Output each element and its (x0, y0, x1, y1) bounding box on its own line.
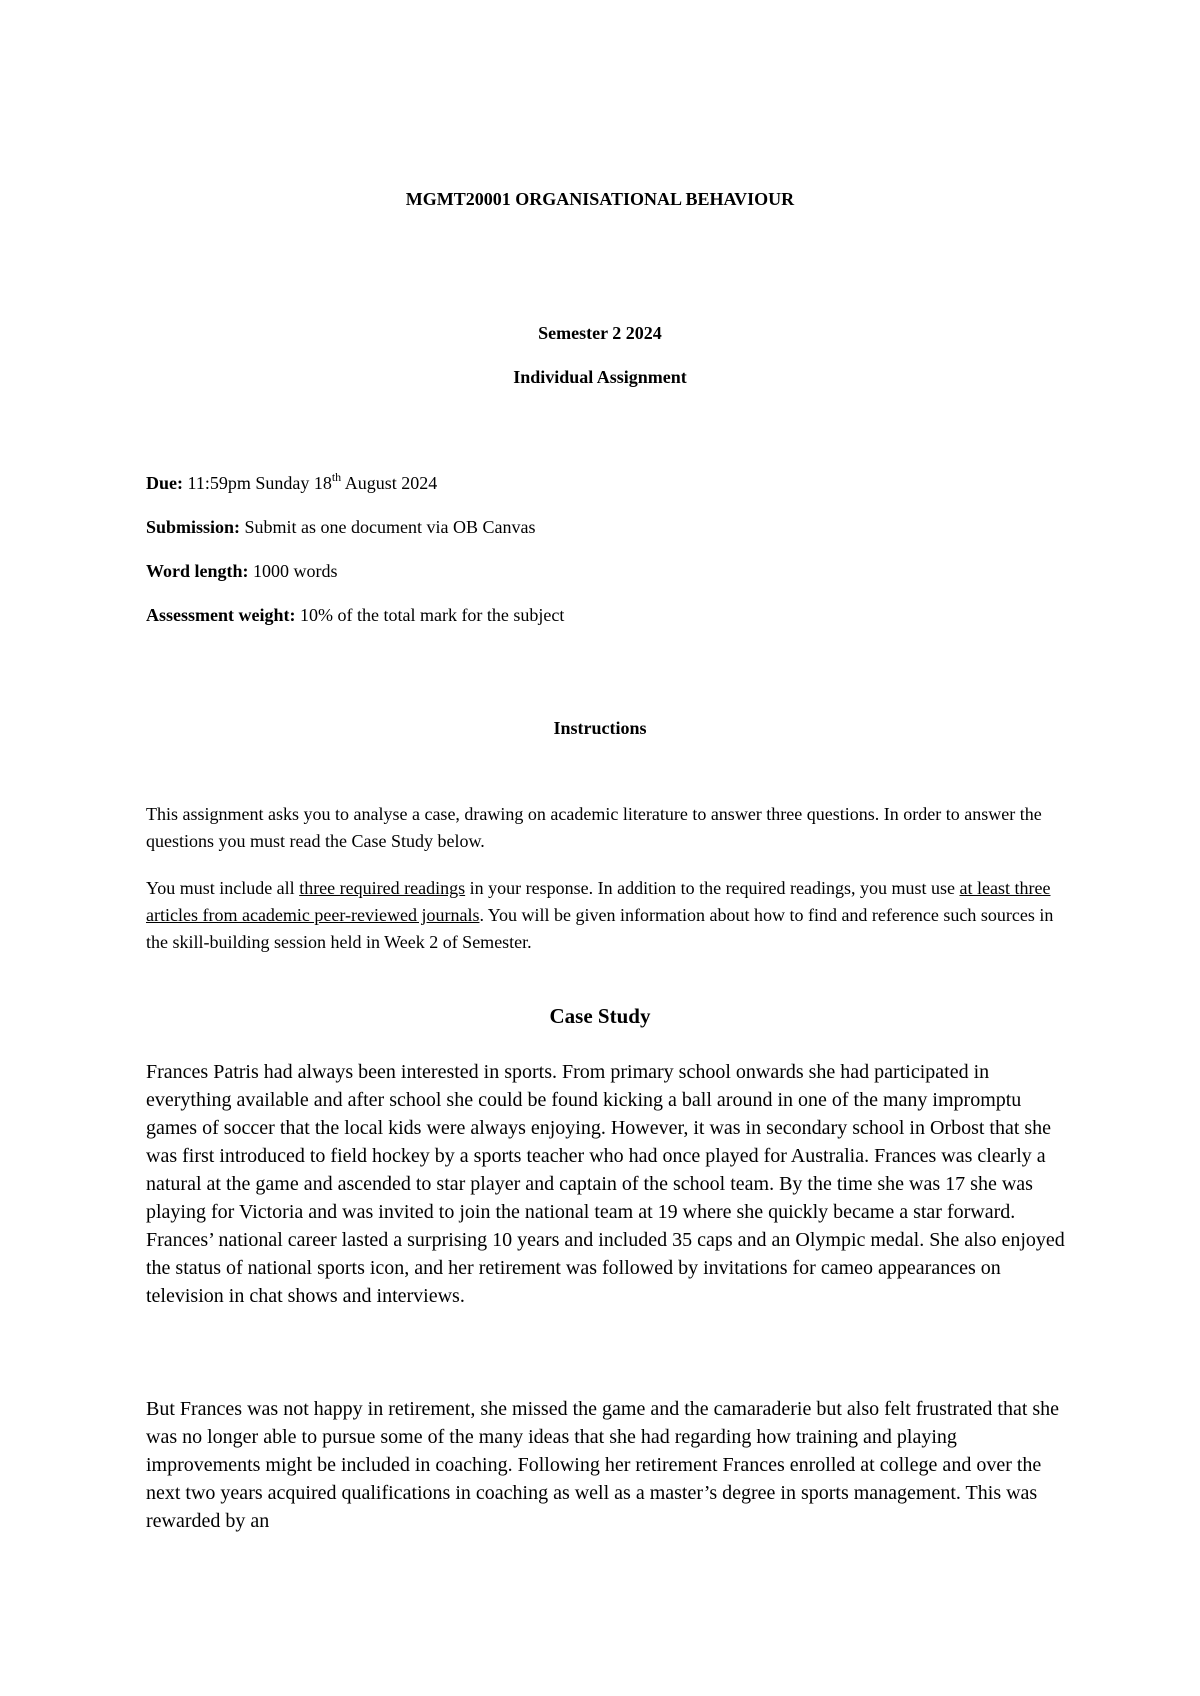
due-label: Due: (146, 473, 183, 493)
instructions-paragraph-2 (146, 875, 1066, 956)
semester-label: Semester 2 2024 (538, 323, 662, 343)
peer-reviewed-underline: at least three articles from academic peer-reviewed journals (146, 878, 1051, 925)
instructions-paragraph-1: This assignment asks you to analyse a case, drawing on academic literature to answer three questions. In order to answer the questions you must read the Case Study below. (146, 804, 1042, 851)
word-length-line (146, 561, 338, 582)
instructions-p2-text-a: You must include all (146, 878, 300, 898)
assignment-type: Individual Assignment (513, 367, 687, 387)
case-study-paragraph-2: But Frances was not happy in retirement, she missed the game and the camaraderie but also felt frustrated that she was no longer able to pursue some of the many ideas that she had regarding how training and playing improvements might be included in coaching. Following her retirement Frances enrolled at college and over the next two years acquired qualifications in coaching as well as a master’s degree in sports management. This was rewarded by an (146, 1398, 1060, 1532)
course-title: MGMT20001 ORGANISATIONAL BEHAVIOUR (405, 189, 795, 209)
case-study-paragraph-1: Frances Patris had always been interested in sports. From primary school onwards she had participated in everything available and after school she could be found kicking a ball around in one of the many impromptu games of soccer that the local kids were always enjoying. However, it was in secondary school in Orbost that she was first introduced to field hockey by a sports teacher who had once played for Australia. Frances was clearly a natural at the game and ascended to star player and captain of the school team. By the time she was 17 she was playing for Victoria and was invited to join the national team at 19 where she quickly became a star forward. Frances’ national career lasted a surprising 10 years and included 35 caps and an Olympic medal. She also enjoyed the status of national sports icon, and her retirement was followed by invitations for cameo appearances on television in chat shows and interviews. (146, 1061, 1065, 1307)
word-length-value: 1000 words (248, 561, 338, 581)
due-line (146, 470, 438, 494)
required-readings-underline: three required readings (299, 878, 466, 898)
assessment-weight-line (146, 605, 564, 626)
submission-label: Submission: (146, 517, 241, 537)
submission-line (146, 517, 536, 538)
assessment-weight-value: 10% of the total mark for the subject (295, 605, 565, 625)
assessment-weight-label: Assessment weight: (146, 605, 296, 625)
due-value-superscript: th (331, 470, 342, 484)
instructions-p2-text-c: . You will be given information about how to find and reference such sources in the skill-building session held in Week 2 of Semester. (146, 905, 1054, 952)
submission-value: Submit as one document via OB Canvas (240, 517, 536, 537)
due-value: 11:59pm Sunday 18 (183, 473, 332, 493)
due-value-month: August 2024 (341, 473, 438, 493)
case-study-heading: Case Study (549, 1004, 651, 1028)
instructions-p2-text-b: in your response. In addition to the required readings, you must use (465, 878, 960, 898)
word-length-label: Word length: (146, 561, 249, 581)
instructions-heading: Instructions (553, 718, 647, 738)
